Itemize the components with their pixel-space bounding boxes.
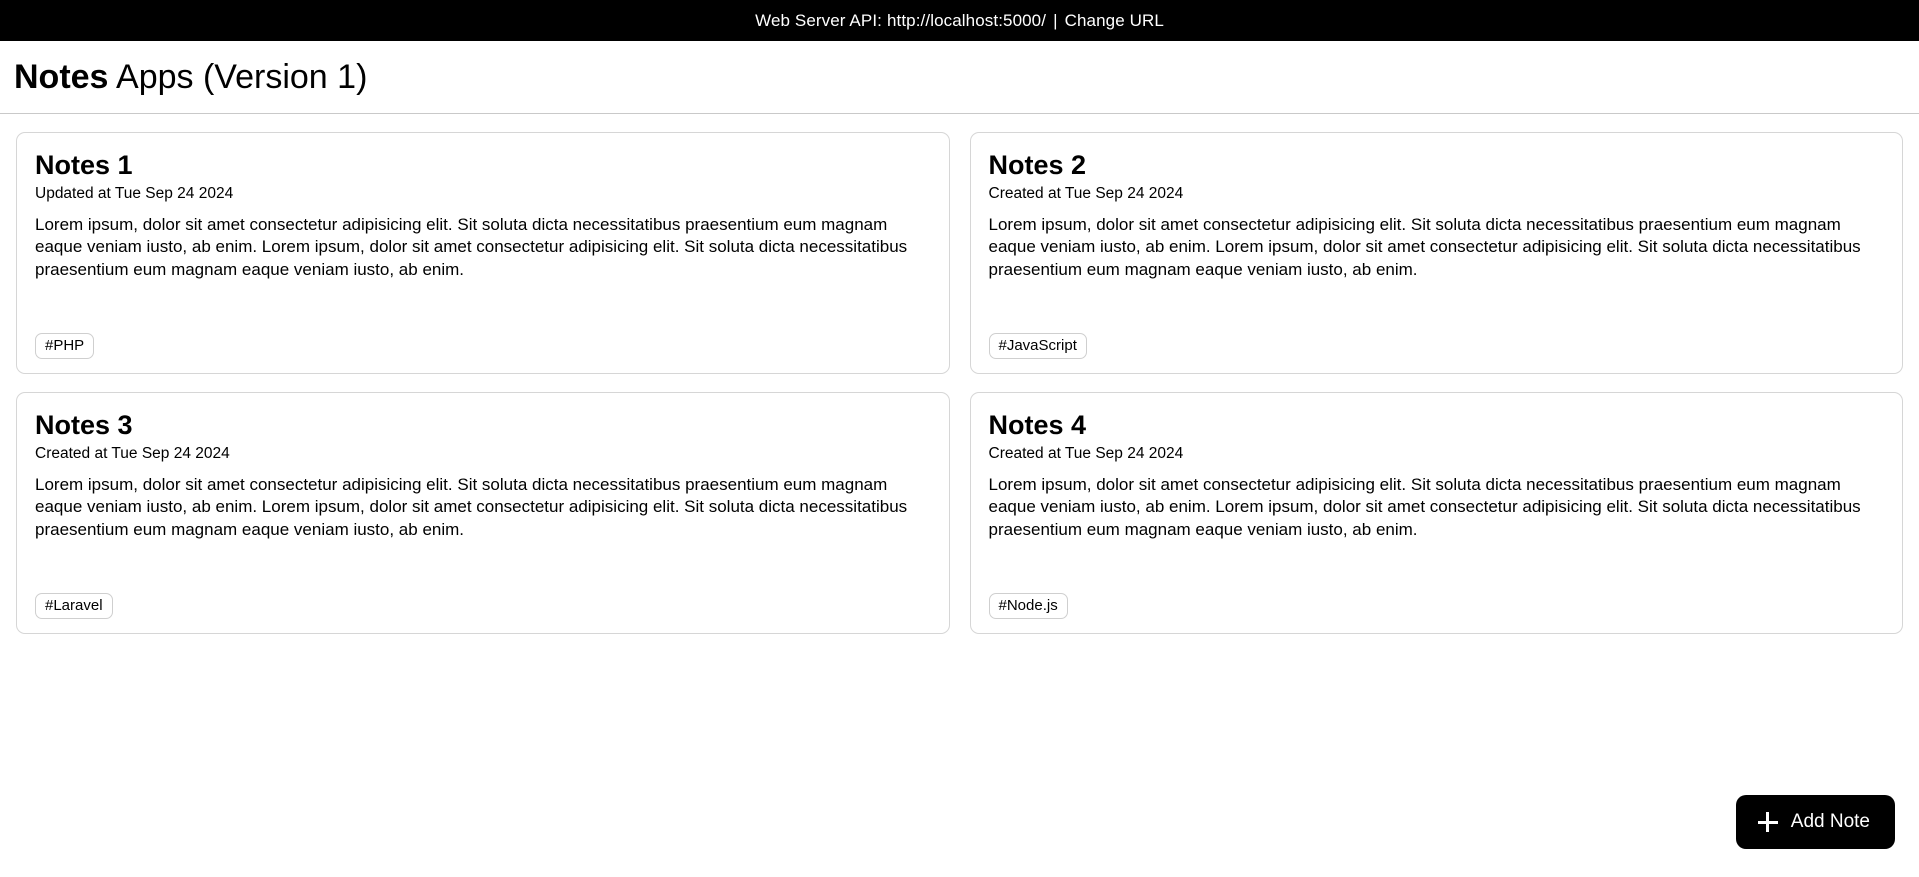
note-tag-list [989,581,1885,619]
server-api-bar [0,0,1919,41]
note-timestamp: Created at Tue Sep 24 2024 [988,445,1184,463]
note-timestamp: Updated at Tue Sep 24 2024 [35,185,234,203]
note-card[interactable] [970,392,1904,634]
note-body: Lorem ipsum, dolor sit amet consectetur adipisicing elit. Sit soluta dicta necessitatibus praesentium eum magnam eaque veniam iusto, ab enim. Lorem ipsum, dolor sit amet consectetur adipisicing elit. Sit soluta dicta necessitatibus praesentium eum magnam eaque veniam iusto, ab enim. [988,214,1861,279]
note-tag[interactable]: #Node.js [989,593,1068,619]
note-tag-list [35,321,931,359]
note-tag[interactable]: #JavaScript [989,333,1087,359]
note-title: Notes 4 [988,410,1087,441]
server-bar-separator: | [1053,10,1058,30]
note-body: Lorem ipsum, dolor sit amet consectetur adipisicing elit. Sit soluta dicta necessitatibus praesentium eum magnam eaque veniam iusto, ab enim. Lorem ipsum, dolor sit amet consectetur adipisicing elit. Sit soluta dicta necessitatibus praesentium eum magnam eaque veniam iusto, ab enim. [35,214,908,279]
add-note-button[interactable] [1736,795,1895,849]
note-tag-list [989,321,1885,359]
note-tag[interactable]: #Laravel [35,593,113,619]
note-card[interactable] [16,392,950,634]
note-card[interactable] [970,132,1904,374]
note-card[interactable] [16,132,950,374]
page-title-rest: Apps (Version 1) [108,58,368,96]
page-header [0,41,1919,114]
note-title: Notes 2 [988,150,1087,181]
note-timestamp: Created at Tue Sep 24 2024 [988,185,1184,203]
add-note-button-label: Add Note [1790,811,1870,832]
page-title [14,58,1905,97]
plus-icon [1758,812,1778,832]
server-api-label: Web Server API: [755,10,882,30]
note-tag[interactable]: #PHP [35,333,94,359]
server-api-url: http://localhost:5000/ [886,10,1047,30]
note-tag-list [35,581,931,619]
note-body: Lorem ipsum, dolor sit amet consectetur adipisicing elit. Sit soluta dicta necessitatibus praesentium eum magnam eaque veniam iusto, ab enim. Lorem ipsum, dolor sit amet consectetur adipisicing elit. Sit soluta dicta necessitatibus praesentium eum magnam eaque veniam iusto, ab enim. [988,474,1861,539]
note-title: Notes 1 [35,150,133,181]
change-url-link[interactable]: Change URL [1064,10,1164,30]
page-title-strong: Notes [14,58,109,96]
note-timestamp: Created at Tue Sep 24 2024 [35,445,230,463]
note-title: Notes 3 [35,410,133,441]
note-body: Lorem ipsum, dolor sit amet consectetur adipisicing elit. Sit soluta dicta necessitatibus praesentium eum magnam eaque veniam iusto, ab enim. Lorem ipsum, dolor sit amet consectetur adipisicing elit. Sit soluta dicta necessitatibus praesentium eum magnam eaque veniam iusto, ab enim. [35,474,908,539]
notes-grid [0,114,1919,634]
